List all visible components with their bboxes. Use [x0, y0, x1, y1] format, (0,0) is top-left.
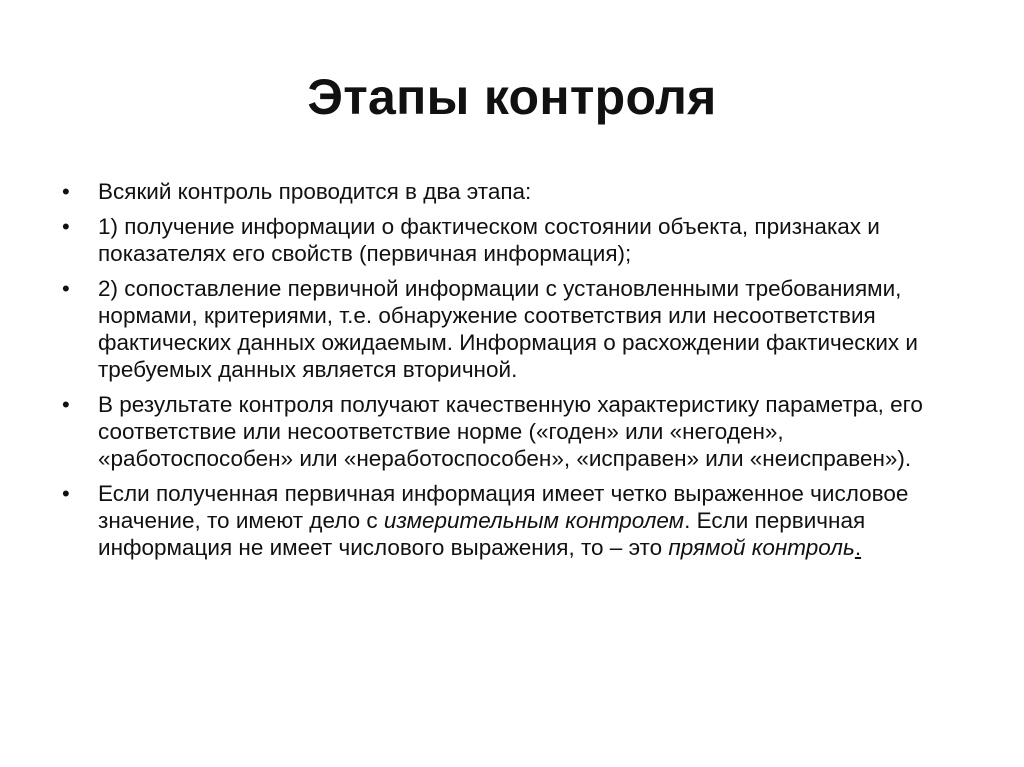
bullet-item	[62, 391, 962, 472]
bullet-item	[62, 178, 962, 205]
italic-term-measuring-control: измерительным контролем	[383, 508, 685, 533]
bullet-text-part: . Если первичная информация не имеет числового выражения, то – это	[98, 508, 866, 560]
italic-term-direct-control: прямой контроль	[668, 535, 855, 560]
bullet-marker: •	[62, 179, 70, 204]
bullet-marker: •	[62, 214, 70, 239]
bullet-marker: •	[62, 276, 70, 301]
bullet-text-part: Если полученная первичная информация имеет четко выраженное числовое значение, то имеют дело с	[98, 481, 909, 533]
bullet-text: Всякий контроль проводится в два этапа:	[98, 179, 532, 204]
bullet-marker: •	[62, 392, 70, 417]
bullet-text: 2) сопоставление первичной информации с установленными требованиями, нормами, критериями, т.е. обнаружение соответствия или несоответствия фактических данных ожидаемым. Информация о расхождении фактических и требуемых данных является вторичной.	[98, 276, 918, 382]
bullet-text-part: .	[854, 535, 862, 560]
bullet-item	[62, 480, 962, 561]
slide-title: Этапы контроля	[307, 69, 717, 125]
bullet-text: 1) получение информации о фактическом состоянии объекта, признаках и показателях его свойств (первичная информация);	[98, 214, 880, 266]
bullet-marker: •	[62, 481, 70, 506]
bullet-item	[62, 275, 962, 383]
bullet-list	[62, 178, 962, 569]
bullet-text: В результате контроля получают качественную характеристику параметра, его соответствие или несоответствие норме («годен» или «негоден», «работоспособен» или «неработоспособен», «исправен» или «неисправен»).	[98, 392, 923, 471]
bullet-item	[62, 213, 962, 267]
